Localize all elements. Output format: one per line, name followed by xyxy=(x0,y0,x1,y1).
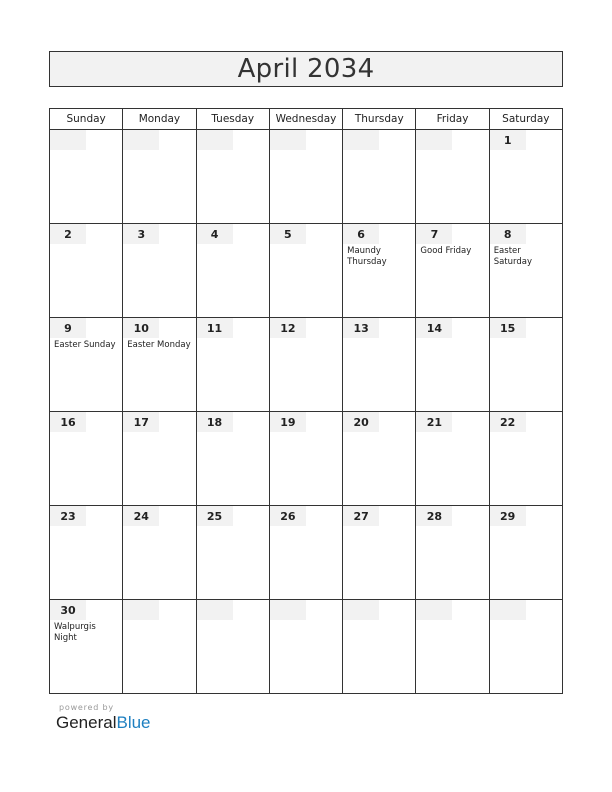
day-number xyxy=(490,600,526,620)
day-cell xyxy=(343,600,416,694)
day-cell xyxy=(123,224,196,318)
brand-general: General xyxy=(56,713,117,732)
day-number: 9 xyxy=(50,318,86,338)
day-cell xyxy=(416,506,489,600)
powered-by-text: powered by xyxy=(59,703,114,712)
day-number: 2 xyxy=(50,224,86,244)
day-number: 30 xyxy=(50,600,86,620)
day-cell xyxy=(50,600,123,694)
day-cell xyxy=(50,506,123,600)
day-cell xyxy=(489,600,562,694)
holiday-label: Easter Saturday xyxy=(493,246,532,267)
day-cell xyxy=(123,318,196,412)
day-number: 16 xyxy=(50,412,86,432)
day-number: 4 xyxy=(197,224,233,244)
day-cell xyxy=(196,506,269,600)
day-number: 15 xyxy=(490,318,526,338)
day-cell xyxy=(50,318,123,412)
generalblue-logo xyxy=(56,713,151,733)
day-cell xyxy=(269,224,342,318)
day-number xyxy=(123,130,159,150)
day-cell xyxy=(196,412,269,506)
day-cell xyxy=(123,600,196,694)
week-row xyxy=(50,318,563,412)
day-number: 20 xyxy=(343,412,379,432)
weekday-wednesday: Wednesday xyxy=(269,109,342,130)
day-number: 19 xyxy=(270,412,306,432)
day-number xyxy=(50,130,86,150)
holiday-label: Good Friday xyxy=(420,246,472,256)
day-number xyxy=(343,600,379,620)
day-number: 14 xyxy=(416,318,452,338)
day-number: 28 xyxy=(416,506,452,526)
weekday-monday: Monday xyxy=(123,109,196,130)
day-cell xyxy=(123,506,196,600)
day-number: 6 xyxy=(343,224,379,244)
day-cell xyxy=(343,412,416,506)
day-number: 18 xyxy=(197,412,233,432)
day-cell xyxy=(489,506,562,600)
day-cell xyxy=(50,130,123,224)
day-number: 27 xyxy=(343,506,379,526)
day-number: 21 xyxy=(416,412,452,432)
day-cell xyxy=(123,412,196,506)
weekday-friday: Friday xyxy=(416,109,489,130)
day-cell xyxy=(489,224,562,318)
week-row xyxy=(50,412,563,506)
day-number xyxy=(197,130,233,150)
day-cell xyxy=(489,412,562,506)
day-number: 29 xyxy=(490,506,526,526)
day-number xyxy=(416,130,452,150)
day-cell xyxy=(269,600,342,694)
day-number: 1 xyxy=(490,130,526,150)
day-number: 5 xyxy=(270,224,306,244)
weekday-tuesday: Tuesday xyxy=(196,109,269,130)
day-cell xyxy=(343,506,416,600)
day-number: 7 xyxy=(416,224,452,244)
day-cell xyxy=(416,600,489,694)
day-number: 24 xyxy=(123,506,159,526)
day-number: 12 xyxy=(270,318,306,338)
weekday-thursday: Thursday xyxy=(343,109,416,130)
day-cell xyxy=(416,224,489,318)
calendar-grid xyxy=(49,108,563,694)
day-cell xyxy=(489,130,562,224)
day-number: 22 xyxy=(490,412,526,432)
week-row xyxy=(50,506,563,600)
day-cell xyxy=(196,318,269,412)
weekday-saturday: Saturday xyxy=(489,109,562,130)
day-number xyxy=(270,130,306,150)
holiday-label: Easter Monday xyxy=(127,340,191,350)
day-cell xyxy=(50,224,123,318)
day-cell xyxy=(50,412,123,506)
brand-blue: Blue xyxy=(116,713,151,732)
day-number: 23 xyxy=(50,506,86,526)
day-number xyxy=(123,600,159,620)
calendar-title: April 2034 xyxy=(49,51,563,87)
day-number xyxy=(416,600,452,620)
weekday-sunday: Sunday xyxy=(50,109,123,130)
day-cell xyxy=(416,412,489,506)
week-row xyxy=(50,600,563,694)
day-cell xyxy=(343,318,416,412)
week-row xyxy=(50,130,563,224)
day-number: 25 xyxy=(197,506,233,526)
day-number: 10 xyxy=(123,318,159,338)
day-number: 3 xyxy=(123,224,159,244)
day-cell xyxy=(196,600,269,694)
day-number: 11 xyxy=(197,318,233,338)
week-row xyxy=(50,224,563,318)
day-cell xyxy=(416,130,489,224)
day-cell xyxy=(269,412,342,506)
holiday-label: Easter Sunday xyxy=(54,340,116,350)
day-number xyxy=(270,600,306,620)
day-cell xyxy=(123,130,196,224)
holiday-label: Maundy Thursday xyxy=(347,246,387,267)
day-number: 8 xyxy=(490,224,526,244)
day-cell xyxy=(489,318,562,412)
day-cell xyxy=(269,318,342,412)
day-number: 26 xyxy=(270,506,306,526)
day-cell xyxy=(416,318,489,412)
weekday-header-row xyxy=(50,109,563,130)
day-number xyxy=(197,600,233,620)
day-number: 17 xyxy=(123,412,159,432)
day-number xyxy=(343,130,379,150)
day-cell xyxy=(343,224,416,318)
day-cell xyxy=(196,130,269,224)
day-cell xyxy=(269,506,342,600)
day-number: 13 xyxy=(343,318,379,338)
day-cell xyxy=(343,130,416,224)
day-cell xyxy=(196,224,269,318)
footer-branding xyxy=(56,703,151,733)
day-cell xyxy=(269,130,342,224)
holiday-label: Walpurgis Night xyxy=(54,622,96,643)
